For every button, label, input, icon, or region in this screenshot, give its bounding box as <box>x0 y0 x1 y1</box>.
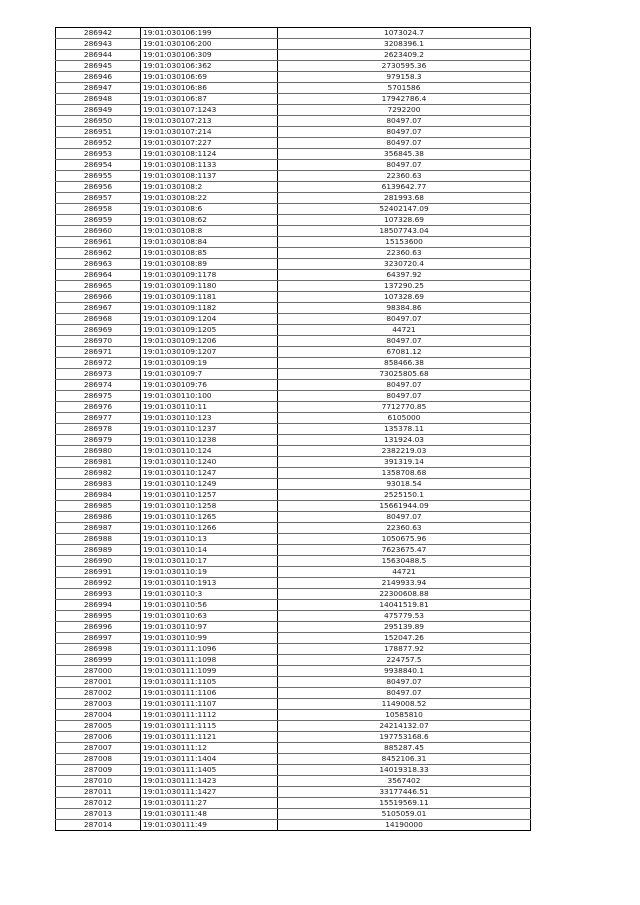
row-number-cell: 286960 <box>56 226 141 237</box>
table-row <box>56 699 531 710</box>
row-number-cell: 286970 <box>56 336 141 347</box>
value-cell: 858466.38 <box>278 358 531 369</box>
row-number-cell: 286971 <box>56 347 141 358</box>
row-number-cell: 286973 <box>56 369 141 380</box>
row-number-cell: 287012 <box>56 798 141 809</box>
cadastral-number-cell: 19:01:030109:1182 <box>141 303 278 314</box>
value-cell: 1358708.68 <box>278 468 531 479</box>
row-number-cell: 287006 <box>56 732 141 743</box>
table-row <box>56 83 531 94</box>
cadastral-number-cell: 19:01:030109:7 <box>141 369 278 380</box>
cadastral-number-cell: 19:01:030108:22 <box>141 193 278 204</box>
cadastral-number-cell: 19:01:030110:1258 <box>141 501 278 512</box>
table-row <box>56 666 531 677</box>
table-row <box>56 50 531 61</box>
value-cell: 356845.38 <box>278 149 531 160</box>
value-cell: 3567402 <box>278 776 531 787</box>
value-cell: 5105059.01 <box>278 809 531 820</box>
cadastral-number-cell: 19:01:030111:1427 <box>141 787 278 798</box>
table-row <box>56 61 531 72</box>
row-number-cell: 286975 <box>56 391 141 402</box>
value-cell: 52402147.09 <box>278 204 531 215</box>
row-number-cell: 286993 <box>56 589 141 600</box>
table-row <box>56 94 531 105</box>
value-cell: 80497.07 <box>278 138 531 149</box>
cadastral-number-cell: 19:01:030108:84 <box>141 237 278 248</box>
cadastral-number-cell: 19:01:030110:11 <box>141 402 278 413</box>
row-number-cell: 286945 <box>56 61 141 72</box>
value-cell: 22360.63 <box>278 523 531 534</box>
cadastral-number-cell: 19:01:030108:62 <box>141 215 278 226</box>
row-number-cell: 286995 <box>56 611 141 622</box>
cadastral-number-cell: 19:01:030111:1105 <box>141 677 278 688</box>
cadastral-number-cell: 19:01:030111:1423 <box>141 776 278 787</box>
row-number-cell: 286950 <box>56 116 141 127</box>
table-row <box>56 688 531 699</box>
table-row <box>56 798 531 809</box>
cadastral-number-cell: 19:01:030106:86 <box>141 83 278 94</box>
cadastral-number-cell: 19:01:030108:1137 <box>141 171 278 182</box>
value-cell: 14041519.81 <box>278 600 531 611</box>
value-cell: 44721 <box>278 567 531 578</box>
value-cell: 10585810 <box>278 710 531 721</box>
row-number-cell: 287008 <box>56 754 141 765</box>
value-cell: 15519569.11 <box>278 798 531 809</box>
table-row <box>56 314 531 325</box>
table-row <box>56 39 531 50</box>
table-row <box>56 501 531 512</box>
cadastral-number-cell: 19:01:030110:124 <box>141 446 278 457</box>
row-number-cell: 286985 <box>56 501 141 512</box>
table-row <box>56 534 531 545</box>
cadastral-number-cell: 19:01:030109:1204 <box>141 314 278 325</box>
value-cell: 391319.14 <box>278 457 531 468</box>
row-number-cell: 286963 <box>56 259 141 270</box>
row-number-cell: 287011 <box>56 787 141 798</box>
row-number-cell: 286998 <box>56 644 141 655</box>
table-row <box>56 138 531 149</box>
row-number-cell: 286981 <box>56 457 141 468</box>
row-number-cell: 286958 <box>56 204 141 215</box>
cadastral-number-cell: 19:01:030110:97 <box>141 622 278 633</box>
table-row <box>56 611 531 622</box>
value-cell: 7292200 <box>278 105 531 116</box>
table-row <box>56 446 531 457</box>
cadastral-number-cell: 19:01:030110:14 <box>141 545 278 556</box>
row-number-cell: 287009 <box>56 765 141 776</box>
value-cell: 80497.07 <box>278 512 531 523</box>
table-row <box>56 182 531 193</box>
table-row <box>56 820 531 831</box>
value-cell: 281993.68 <box>278 193 531 204</box>
cadastral-number-cell: 19:01:030110:100 <box>141 391 278 402</box>
table-row <box>56 28 531 39</box>
table-row <box>56 127 531 138</box>
value-cell: 14019318.33 <box>278 765 531 776</box>
value-cell: 98384.86 <box>278 303 531 314</box>
value-cell: 295139.89 <box>278 622 531 633</box>
cadastral-number-cell: 19:01:030106:200 <box>141 39 278 50</box>
cadastral-number-cell: 19:01:030111:48 <box>141 809 278 820</box>
table-row <box>56 160 531 171</box>
cadastral-number-cell: 19:01:030108:85 <box>141 248 278 259</box>
cadastral-number-cell: 19:01:030111:27 <box>141 798 278 809</box>
value-cell: 17942786.4 <box>278 94 531 105</box>
cadastral-number-cell: 19:01:030109:76 <box>141 380 278 391</box>
row-number-cell: 286967 <box>56 303 141 314</box>
value-cell: 1050675.96 <box>278 534 531 545</box>
table-row <box>56 765 531 776</box>
value-cell: 3230720.4 <box>278 259 531 270</box>
cadastral-number-cell: 19:01:030110:1265 <box>141 512 278 523</box>
table-row <box>56 787 531 798</box>
row-number-cell: 286991 <box>56 567 141 578</box>
value-cell: 2730595.36 <box>278 61 531 72</box>
row-number-cell: 286974 <box>56 380 141 391</box>
table-row <box>56 809 531 820</box>
cadastral-number-cell: 19:01:030106:362 <box>141 61 278 72</box>
cadastral-number-cell: 19:01:030111:12 <box>141 743 278 754</box>
value-cell: 178877.92 <box>278 644 531 655</box>
value-cell: 22360.63 <box>278 171 531 182</box>
table-row <box>56 655 531 666</box>
row-number-cell: 286986 <box>56 512 141 523</box>
table-row <box>56 567 531 578</box>
table-row <box>56 215 531 226</box>
table-row <box>56 149 531 160</box>
table-row <box>56 523 531 534</box>
cadastral-number-cell: 19:01:030109:1206 <box>141 336 278 347</box>
cadastral-number-cell: 19:01:030108:6 <box>141 204 278 215</box>
row-number-cell: 286962 <box>56 248 141 259</box>
table-row <box>56 303 531 314</box>
value-cell: 2149933.94 <box>278 578 531 589</box>
cadastral-number-cell: 19:01:030110:1240 <box>141 457 278 468</box>
cadastral-number-cell: 19:01:030109:1181 <box>141 292 278 303</box>
data-table <box>55 27 531 831</box>
table-row <box>56 556 531 567</box>
table-row <box>56 710 531 721</box>
cadastral-number-cell: 19:01:030107:214 <box>141 127 278 138</box>
value-cell: 24214132.07 <box>278 721 531 732</box>
value-cell: 224757.5 <box>278 655 531 666</box>
cadastral-number-cell: 19:01:030111:49 <box>141 820 278 831</box>
row-number-cell: 286951 <box>56 127 141 138</box>
cadastral-number-cell: 19:01:030111:1096 <box>141 644 278 655</box>
row-number-cell: 286978 <box>56 424 141 435</box>
cadastral-number-cell: 19:01:030108:8 <box>141 226 278 237</box>
cadastral-number-cell: 19:01:030111:1404 <box>141 754 278 765</box>
row-number-cell: 287002 <box>56 688 141 699</box>
row-number-cell: 286968 <box>56 314 141 325</box>
table-row <box>56 248 531 259</box>
row-number-cell: 286952 <box>56 138 141 149</box>
value-cell: 80497.07 <box>278 127 531 138</box>
table-row <box>56 402 531 413</box>
value-cell: 80497.07 <box>278 688 531 699</box>
row-number-cell: 286954 <box>56 160 141 171</box>
value-cell: 80497.07 <box>278 391 531 402</box>
row-number-cell: 286996 <box>56 622 141 633</box>
value-cell: 18507743.04 <box>278 226 531 237</box>
row-number-cell: 287014 <box>56 820 141 831</box>
cadastral-number-cell: 19:01:030108:2 <box>141 182 278 193</box>
row-number-cell: 286969 <box>56 325 141 336</box>
value-cell: 7712770.85 <box>278 402 531 413</box>
row-number-cell: 286943 <box>56 39 141 50</box>
cadastral-number-cell: 19:01:030111:1112 <box>141 710 278 721</box>
row-number-cell: 286984 <box>56 490 141 501</box>
table-row <box>56 292 531 303</box>
table-row <box>56 545 531 556</box>
cadastral-number-cell: 19:01:030110:1249 <box>141 479 278 490</box>
table-row <box>56 193 531 204</box>
value-cell: 979158.3 <box>278 72 531 83</box>
table-row <box>56 413 531 424</box>
table-row <box>56 369 531 380</box>
table-row <box>56 622 531 633</box>
value-cell: 15153600 <box>278 237 531 248</box>
value-cell: 3208396.1 <box>278 39 531 50</box>
value-cell: 14190000 <box>278 820 531 831</box>
value-cell: 9938840.1 <box>278 666 531 677</box>
value-cell: 107328.69 <box>278 215 531 226</box>
value-cell: 80497.07 <box>278 116 531 127</box>
row-number-cell: 286942 <box>56 28 141 39</box>
table-row <box>56 204 531 215</box>
cadastral-number-cell: 19:01:030111:1098 <box>141 655 278 666</box>
value-cell: 80497.07 <box>278 336 531 347</box>
table-row <box>56 270 531 281</box>
row-number-cell: 286959 <box>56 215 141 226</box>
value-cell: 885287.45 <box>278 743 531 754</box>
cadastral-number-cell: 19:01:030109:19 <box>141 358 278 369</box>
value-cell: 80497.07 <box>278 314 531 325</box>
table-row <box>56 237 531 248</box>
cadastral-number-cell: 19:01:030109:1205 <box>141 325 278 336</box>
cadastral-number-cell: 19:01:030110:13 <box>141 534 278 545</box>
row-number-cell: 286948 <box>56 94 141 105</box>
table-row <box>56 325 531 336</box>
cadastral-number-cell: 19:01:030106:309 <box>141 50 278 61</box>
row-number-cell: 287004 <box>56 710 141 721</box>
table-row <box>56 116 531 127</box>
cadastral-number-cell: 19:01:030108:1133 <box>141 160 278 171</box>
value-cell: 131924.03 <box>278 435 531 446</box>
table-row <box>56 776 531 787</box>
cadastral-number-cell: 19:01:030110:123 <box>141 413 278 424</box>
row-number-cell: 287000 <box>56 666 141 677</box>
value-cell: 64397.92 <box>278 270 531 281</box>
table-row <box>56 380 531 391</box>
row-number-cell: 286949 <box>56 105 141 116</box>
cadastral-number-cell: 19:01:030110:3 <box>141 589 278 600</box>
cadastral-number-cell: 19:01:030109:1207 <box>141 347 278 358</box>
value-cell: 15630488.5 <box>278 556 531 567</box>
table-row <box>56 391 531 402</box>
cadastral-number-cell: 19:01:030107:227 <box>141 138 278 149</box>
cadastral-number-cell: 19:01:030111:1121 <box>141 732 278 743</box>
value-cell: 475779.53 <box>278 611 531 622</box>
table-row <box>56 435 531 446</box>
row-number-cell: 286957 <box>56 193 141 204</box>
value-cell: 2382219.03 <box>278 446 531 457</box>
value-cell: 6139642.77 <box>278 182 531 193</box>
table-row <box>56 732 531 743</box>
cadastral-number-cell: 19:01:030106:199 <box>141 28 278 39</box>
value-cell: 135378.11 <box>278 424 531 435</box>
table-row <box>56 358 531 369</box>
value-cell: 2525150.1 <box>278 490 531 501</box>
value-cell: 44721 <box>278 325 531 336</box>
table-row <box>56 721 531 732</box>
row-number-cell: 287010 <box>56 776 141 787</box>
cadastral-number-cell: 19:01:030108:1124 <box>141 149 278 160</box>
value-cell: 1073024.7 <box>278 28 531 39</box>
row-number-cell: 286990 <box>56 556 141 567</box>
value-cell: 80497.07 <box>278 380 531 391</box>
value-cell: 8452106.31 <box>278 754 531 765</box>
row-number-cell: 286964 <box>56 270 141 281</box>
table-row <box>56 72 531 83</box>
cadastral-number-cell: 19:01:030107:213 <box>141 116 278 127</box>
table-row <box>56 754 531 765</box>
value-cell: 33177446.51 <box>278 787 531 798</box>
table-row <box>56 633 531 644</box>
cadastral-number-cell: 19:01:030111:1405 <box>141 765 278 776</box>
row-number-cell: 287013 <box>56 809 141 820</box>
cadastral-number-cell: 19:01:030111:1107 <box>141 699 278 710</box>
table-row <box>56 677 531 688</box>
table-row <box>56 424 531 435</box>
table-row <box>56 226 531 237</box>
row-number-cell: 286956 <box>56 182 141 193</box>
cadastral-number-cell: 19:01:030110:19 <box>141 567 278 578</box>
value-cell: 7623675.47 <box>278 545 531 556</box>
row-number-cell: 286992 <box>56 578 141 589</box>
value-cell: 137290.25 <box>278 281 531 292</box>
table-row <box>56 589 531 600</box>
cadastral-number-cell: 19:01:030111:1115 <box>141 721 278 732</box>
value-cell: 80497.07 <box>278 160 531 171</box>
cadastral-number-cell: 19:01:030108:89 <box>141 259 278 270</box>
cadastral-number-cell: 19:01:030110:17 <box>141 556 278 567</box>
cadastral-number-cell: 19:01:030110:1257 <box>141 490 278 501</box>
table-row <box>56 281 531 292</box>
table-row <box>56 259 531 270</box>
value-cell: 15661944.09 <box>278 501 531 512</box>
cadastral-number-cell: 19:01:030111:1106 <box>141 688 278 699</box>
row-number-cell: 286972 <box>56 358 141 369</box>
value-cell: 5701586 <box>278 83 531 94</box>
value-cell: 22300608.88 <box>278 589 531 600</box>
table-row <box>56 457 531 468</box>
row-number-cell: 286947 <box>56 83 141 94</box>
cadastral-number-cell: 19:01:030106:69 <box>141 72 278 83</box>
table-row <box>56 512 531 523</box>
row-number-cell: 286946 <box>56 72 141 83</box>
value-cell: 73025805.68 <box>278 369 531 380</box>
cadastral-number-cell: 19:01:030111:1099 <box>141 666 278 677</box>
value-cell: 197753168.6 <box>278 732 531 743</box>
row-number-cell: 286987 <box>56 523 141 534</box>
cadastral-number-cell: 19:01:030110:1237 <box>141 424 278 435</box>
cadastral-number-cell: 19:01:030110:1266 <box>141 523 278 534</box>
cadastral-number-cell: 19:01:030110:1247 <box>141 468 278 479</box>
cadastral-number-cell: 19:01:030110:63 <box>141 611 278 622</box>
value-cell: 22360.63 <box>278 248 531 259</box>
row-number-cell: 286953 <box>56 149 141 160</box>
cadastral-number-cell: 19:01:030109:1178 <box>141 270 278 281</box>
cadastral-number-cell: 19:01:030110:99 <box>141 633 278 644</box>
cadastral-number-cell: 19:01:030106:87 <box>141 94 278 105</box>
table-row <box>56 600 531 611</box>
row-number-cell: 286955 <box>56 171 141 182</box>
row-number-cell: 287003 <box>56 699 141 710</box>
table-row <box>56 743 531 754</box>
cadastral-number-cell: 19:01:030110:1238 <box>141 435 278 446</box>
row-number-cell: 286994 <box>56 600 141 611</box>
row-number-cell: 286997 <box>56 633 141 644</box>
row-number-cell: 286966 <box>56 292 141 303</box>
row-number-cell: 286999 <box>56 655 141 666</box>
row-number-cell: 286983 <box>56 479 141 490</box>
row-number-cell: 286989 <box>56 545 141 556</box>
row-number-cell: 286982 <box>56 468 141 479</box>
row-number-cell: 286944 <box>56 50 141 61</box>
table-body <box>56 28 531 831</box>
table-row <box>56 479 531 490</box>
value-cell: 80497.07 <box>278 677 531 688</box>
value-cell: 2623409.2 <box>278 50 531 61</box>
value-cell: 152047.26 <box>278 633 531 644</box>
value-cell: 93018.54 <box>278 479 531 490</box>
value-cell: 107328.69 <box>278 292 531 303</box>
row-number-cell: 286980 <box>56 446 141 457</box>
value-cell: 1149008.52 <box>278 699 531 710</box>
table-row <box>56 644 531 655</box>
cadastral-number-cell: 19:01:030110:1913 <box>141 578 278 589</box>
table-row <box>56 578 531 589</box>
row-number-cell: 287007 <box>56 743 141 754</box>
row-number-cell: 286988 <box>56 534 141 545</box>
row-number-cell: 287005 <box>56 721 141 732</box>
table-row <box>56 347 531 358</box>
row-number-cell: 286965 <box>56 281 141 292</box>
table-row <box>56 171 531 182</box>
cadastral-number-cell: 19:01:030107:1243 <box>141 105 278 116</box>
row-number-cell: 286961 <box>56 237 141 248</box>
table-row <box>56 336 531 347</box>
row-number-cell: 287001 <box>56 677 141 688</box>
value-cell: 67081.12 <box>278 347 531 358</box>
cadastral-number-cell: 19:01:030110:56 <box>141 600 278 611</box>
table-row <box>56 468 531 479</box>
cadastral-number-cell: 19:01:030109:1180 <box>141 281 278 292</box>
value-cell: 6105000 <box>278 413 531 424</box>
table-row <box>56 105 531 116</box>
row-number-cell: 286977 <box>56 413 141 424</box>
table-row <box>56 490 531 501</box>
row-number-cell: 286976 <box>56 402 141 413</box>
row-number-cell: 286979 <box>56 435 141 446</box>
